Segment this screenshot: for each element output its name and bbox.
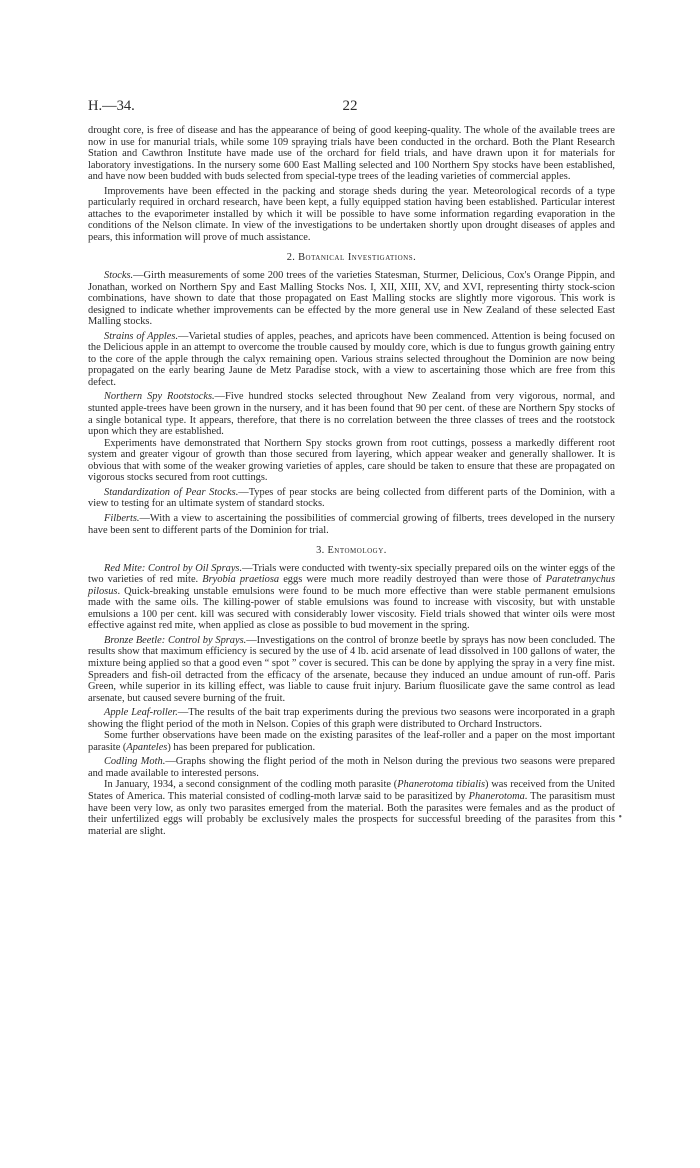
paragraph-lead: Red Mite: Control by Oil Sprays.	[104, 562, 243, 574]
paragraph-text: eggs were much more readily destroyed than were those of	[279, 574, 546, 586]
species-name: Phanerotoma tibialis	[397, 779, 486, 791]
document-reference: H.—34.	[88, 98, 135, 114]
section-number: 3.	[316, 545, 325, 557]
paragraph-text: . The parasitism must have been very low, as only two parasites emerged from the material. Both the parasites were females and as the product of their unfertilized eggs will probably be exclusively males the prospects for successful breeding of the parasites from this material are slight.	[88, 790, 615, 837]
section-number: 2.	[286, 252, 296, 264]
paragraph-lead: Codling Moth.	[104, 756, 166, 768]
paragraph-stocks	[88, 270, 615, 328]
paragraph-northern-spy	[88, 391, 615, 437]
paragraph-pear-stocks	[88, 487, 615, 510]
paragraph-january-1934	[88, 779, 615, 837]
intro-paragraph-1: drought core, is free of disease and has the appearance of being of good keeping-quality. The whole of the available trees are now in use for manurial trials, while some 109 spraying trials have been conducted in the orchard. Both the Plant Research Station and Cawthron Institute have made use of the orchard for field trials, and have drawn upon it for materials for laboratory investigations. In the nursery some 600 East Malling selected and 100 Northern Spy stocks have been established, and have now been budded with buds selected from special-type trees of the leading varieties of commercial apples.	[88, 125, 615, 183]
species-name: Bryobia praetiosa	[202, 574, 280, 586]
paragraph-codling-moth	[88, 756, 615, 779]
species-name: Phanerotoma	[468, 790, 525, 802]
paragraph-text: —Girth measurements of some 200 trees of the varieties Statesman, Sturmer, Delicious, Cox's Orange Pippin, and Jonathan, worked on Northern Spy and East Malling Stocks Nos. I, XII, XIII, XV, and XVI, representing thirty stock-scion combinations, have shown to date that those propagated on East Malling stocks are slightly more vigorous. This work is designed to indicate whether improvements can be effected by the more general use in New Zealand of these selected East Malling stocks.	[88, 270, 615, 328]
margin-mark: •	[618, 812, 622, 823]
paragraph-lead: Strains of Apples.	[104, 330, 179, 342]
paragraph-leaf-roller	[88, 707, 615, 730]
paragraph-filberts	[88, 513, 615, 536]
paragraph-experiments: Experiments have demonstrated that Northern Spy stocks grown from root cuttings, possess a markedly different root system and greater vigour of growth than those secured from layering, which appear weaker and generally shallower. It is obvious that with some of the weaker growing varieties of apples, care should be taken to ensure that these are propagated on vigorous stocks secured from root cuttings.	[88, 437, 615, 484]
species-name: Apanteles	[126, 741, 168, 753]
section-title: Entomology.	[327, 545, 387, 557]
paragraph-text: —Graphs showing the flight period of the moth in Nelson during the previous two seasons were prepared and made available to interested persons.	[88, 756, 615, 779]
paragraph-text: —Investigations on the control of bronze beetle by sprays has now been concluded. The results show that maximum efficiency is secured by the use of 4 lb. acid arsenate of lead dissolved in 100 gallons of water, the mixture being applied so that a good even “ spot ” cover is secured. This can be done by applying the spray in a very fine mist. Spreaders and fish-oil detracted from the efficacy of the arsenate, because they induced an undue amount of run-off. Paris Green, while superior in its killing effect, was liable to cause fruit injury. Barium fluosilicate gave the same control as lead arsenate, but caused severe burning of the fruit.	[88, 634, 616, 704]
paragraph-lead: Standardization of Pear Stocks.	[104, 486, 239, 498]
paragraph-text: ) has been prepared for publication.	[167, 741, 316, 753]
paragraph-red-mite	[88, 563, 615, 632]
paragraph-lead: Stocks.	[104, 270, 134, 282]
section-title: Botanical Investigations.	[298, 252, 417, 264]
section-heading-botanical	[88, 252, 615, 264]
page-number: 22	[342, 98, 358, 114]
paragraph-text: ) was received from the United States of America. This material consisted of codling-moth larvæ said to be parasitized by	[88, 779, 615, 802]
paragraph-lead: Apple Leaf-roller.	[104, 707, 178, 719]
page-header	[88, 98, 612, 120]
section-heading-entomology	[88, 545, 615, 557]
paragraph-text: —With a view to ascertaining the possibilities of commercial growing of filberts, trees developed in the nursery have been sent to different parts of the Dominion for trial.	[88, 512, 615, 536]
species-name: Paratetranychus pilosus	[88, 574, 616, 597]
paragraph-text: —Trials were conducted with twenty-six specially prepared oils on the winter eggs of the two varieties of red mite.	[88, 562, 615, 586]
paragraph-text: —Types of pear stocks are being collected from different parts of the Dominion, with a view to testing for an ultimate system of standard stocks.	[88, 486, 615, 510]
paragraph-text: In January, 1934, a second consignment of the codling moth parasite (	[104, 779, 398, 791]
paragraph-parasites	[88, 730, 615, 753]
paragraph-bronze-beetle	[88, 635, 615, 704]
paragraph-lead: Bronze Beetle: Control by Sprays.	[104, 634, 247, 646]
intro-paragraph-2: Improvements have been effected in the packing and storage sheds during the year. Meteorological records of a type particularly required in orchard research, have been kept, a fully equipped station having been established. Particular interest attaches to the evaporimeter installed by which it will be possible to have some information regarding evaporation in the conditions of the Nelson climate. In view of the investigations to be undertaken shortly upon drought diseases of apples and pears, this information will prove of much assistance.	[88, 185, 615, 243]
paragraph-text: —Five hundred stocks selected throughout New Zealand from very vigorous, normal, and stunted apple-trees have been grown in the nursery, and it has been found that 90 per cent. of these are Northern Spy stocks of a single botanical type. It appears, therefore, that there is no correlation between the three classes of trees and the rootstock upon which they are established.	[88, 391, 615, 438]
page-body	[88, 125, 615, 840]
paragraph-lead: Northern Spy Rootstocks.	[104, 391, 215, 403]
paragraph-text: —The results of the bait trap experiments during the previous two seasons were incorporated in a graph showing the flight period of the moth in Nelson. Copies of this graph were distributed to Orchard Instructors.	[88, 707, 615, 730]
paragraph-text: . Quick-breaking unstable emulsions were found to be much more effective than were stable permanent emulsions made with the same oils. The killing-power of stable emulsions was found to increase with viscosity, but with unstable emulsions a 100 per cent. kill was secured with considerably lower viscosity. Field trials showed that winter oils were most effective against red mite, when applied as close as possible to bud movement in the spring.	[88, 585, 615, 632]
paragraph-text: —Varietal studies of apples, peaches, and apricots have been commenced. Attention is being focused on the Delicious apple in an attempt to overcome the trouble caused by mouldy core, which is due to fungus growth gaining entry to the core of the apple through the calyx remaining open. Various strains selected throughout the Dominion are now being propagated on the early bearing Jaune de Metz Paradise stock, with a view to ascertaining those which are free from this defect.	[88, 330, 615, 388]
paragraph-lead: Filberts.	[104, 512, 140, 524]
paragraph-text: Some further observations have been made on the existing parasites of the leaf-roller and a paper on the most important parasite (	[88, 730, 615, 753]
paragraph-strains	[88, 331, 615, 389]
